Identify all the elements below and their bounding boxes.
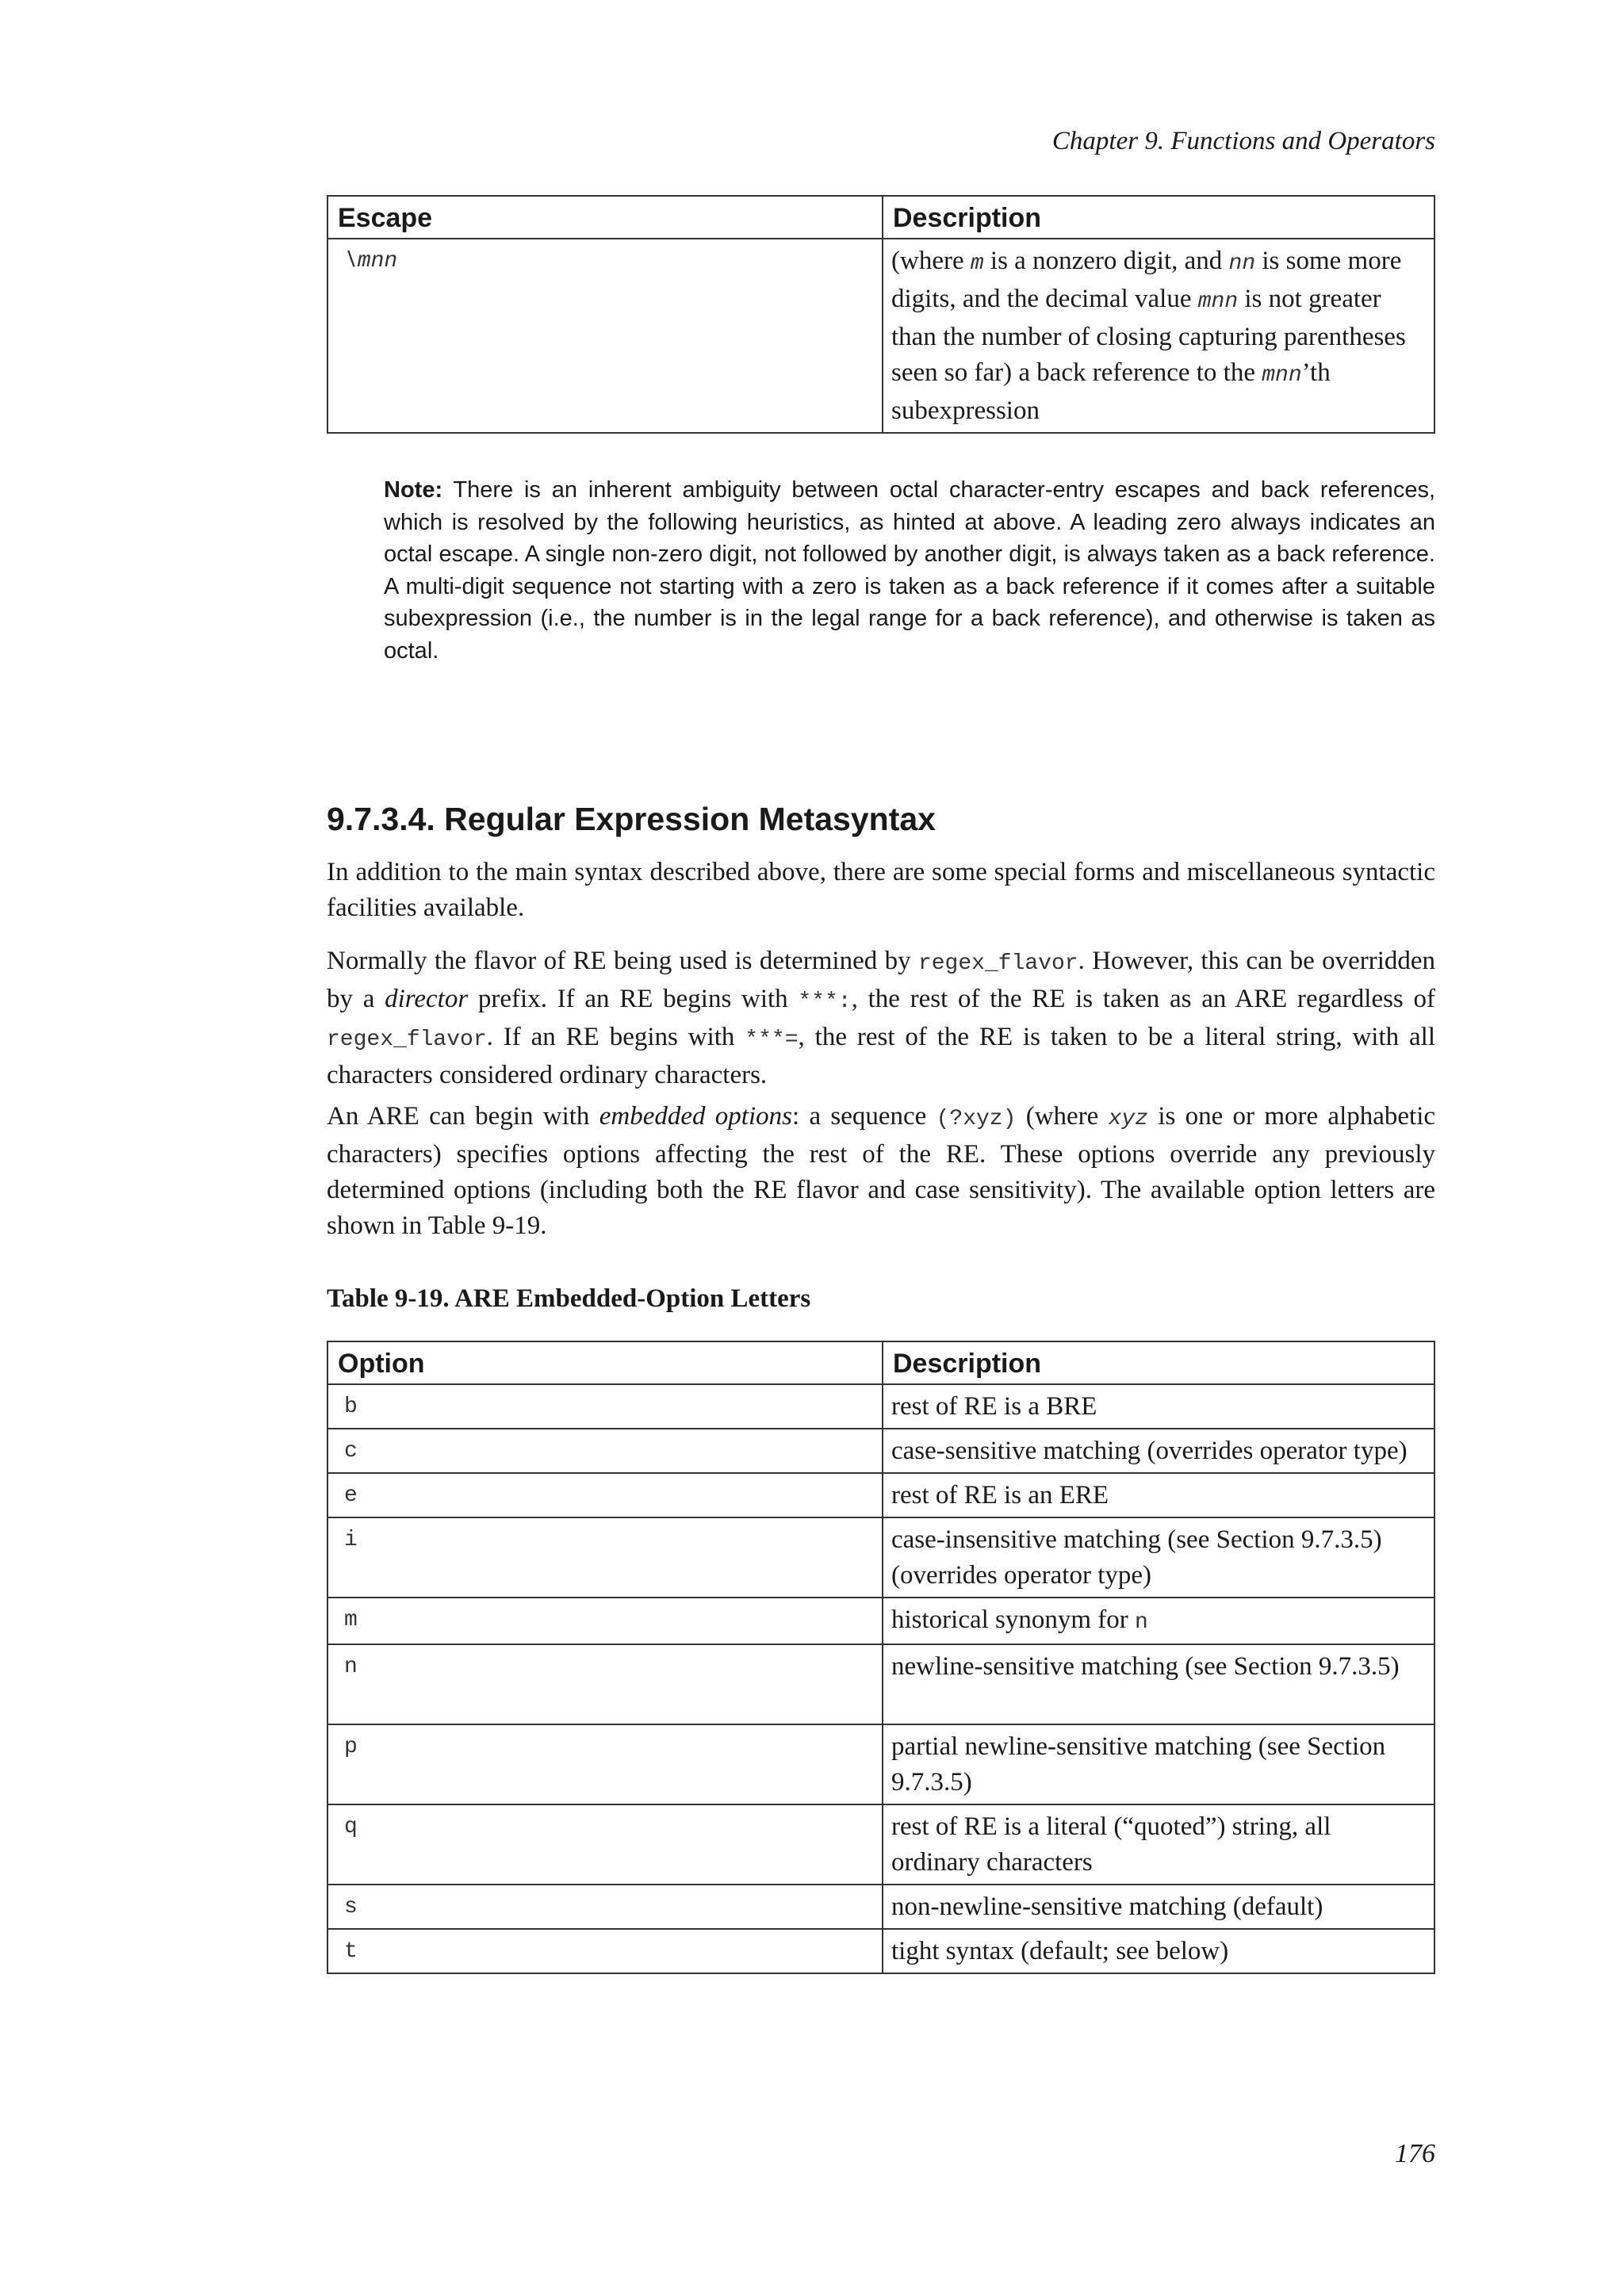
- option-description: rest of RE is a literal (“quoted”) string, all ordinary characters: [883, 1804, 1434, 1885]
- column-header-option: Option: [327, 1341, 883, 1384]
- option-description: rest of RE is an ERE: [883, 1473, 1434, 1517]
- table-header-row: [327, 196, 1434, 239]
- column-header-escape: Escape: [327, 196, 883, 239]
- note-text: There is an inherent ambiguity between octal character-entry escapes and back references, which is resolved by the following heuristics, as hinted at above. A leading zero always indicates an octal escape. A single non-zero digit, not followed by another digit, is always taken as a back reference. A multi-digit sequence not starting with a zero is taken as a back reference if it comes after a suitable subexpression (i.e., the number is in the legal range for a back reference), and otherwise is taken as octal.: [384, 477, 1435, 664]
- table-row: [327, 1429, 1434, 1473]
- paragraph-flavor: Normally the flavor of RE being used is determined by regex_flavor. However, this can be overridden by a director prefix. If an RE begins with ***:, the rest of the RE is taken as an ARE regardless of regex_flavor. If an RE begins with ***=, the rest of the RE is taken to be a literal string, with all characters considered ordinary characters.: [327, 947, 1436, 1089]
- option-letter: b: [327, 1384, 883, 1429]
- option-letter: n: [327, 1644, 883, 1724]
- page-number: 176: [1395, 2139, 1435, 2168]
- escape-table: [327, 195, 1435, 434]
- escape-description: (where m is a nonzero digit, and nn is some more digits, and the decimal value mnn is not greater than the number of closing capturing parentheses seen so far) a back reference to the mnn’th subexpression: [883, 239, 1434, 433]
- option-description: newline-sensitive matching (see Section 9.7.3.5): [883, 1644, 1434, 1724]
- table-row: [327, 1384, 1434, 1429]
- escape-code: \mnn: [327, 239, 883, 433]
- column-header-description: Description: [883, 196, 1434, 239]
- table-row: [327, 1804, 1434, 1885]
- table-row: [327, 1517, 1434, 1598]
- option-letter: p: [327, 1724, 883, 1804]
- note-block: [384, 474, 1435, 667]
- table-row: [327, 1598, 1434, 1644]
- option-description: case-sensitive matching (overrides operator type): [883, 1429, 1434, 1473]
- option-description: tight syntax (default; see below): [883, 1929, 1434, 1973]
- option-description: case-insensitive matching (see Section 9.7.3.5) (overrides operator type): [883, 1517, 1434, 1598]
- table-caption: Table 9-19. ARE Embedded-Option Letters: [327, 1284, 811, 1313]
- option-letter: q: [327, 1804, 883, 1885]
- option-letter: t: [327, 1929, 883, 1973]
- table-header-row: [327, 1341, 1434, 1384]
- table-row: [327, 1473, 1434, 1517]
- option-letter: i: [327, 1517, 883, 1598]
- option-description: non-newline-sensitive matching (default): [883, 1885, 1434, 1929]
- table-row: [327, 1724, 1434, 1804]
- option-description: rest of RE is a BRE: [883, 1384, 1434, 1429]
- option-letter: s: [327, 1885, 883, 1929]
- paragraph-embedded-options: An ARE can begin with embedded options: a sequence (?xyz) (where xyz is one or more alphabetic characters) specifies options affecting the rest of the RE. These options override any previously determined options (including both the RE flavor and case sensitivity). The available option letters are shown in Table 9-19.: [327, 1102, 1436, 1240]
- section-heading: 9.7.3.4. Regular Expression Metasyntax: [327, 801, 936, 837]
- table-row: [327, 1885, 1434, 1929]
- option-letter: m: [327, 1598, 883, 1644]
- option-description: historical synonym for n: [883, 1598, 1434, 1644]
- option-description: partial newline-sensitive matching (see Section 9.7.3.5): [883, 1724, 1434, 1804]
- column-header-description: Description: [883, 1341, 1434, 1384]
- paragraph-intro: In addition to the main syntax described above, there are some special forms and miscellaneous syntactic facilities available.: [327, 858, 1435, 922]
- option-letter: c: [327, 1429, 883, 1473]
- table-row: [327, 239, 1434, 433]
- note-label: Note:: [384, 477, 443, 503]
- option-letter: e: [327, 1473, 883, 1517]
- running-header: Chapter 9. Functions and Operators: [1051, 127, 1435, 155]
- table-row: [327, 1644, 1434, 1724]
- options-table: [327, 1341, 1435, 1974]
- table-row: [327, 1929, 1434, 1973]
